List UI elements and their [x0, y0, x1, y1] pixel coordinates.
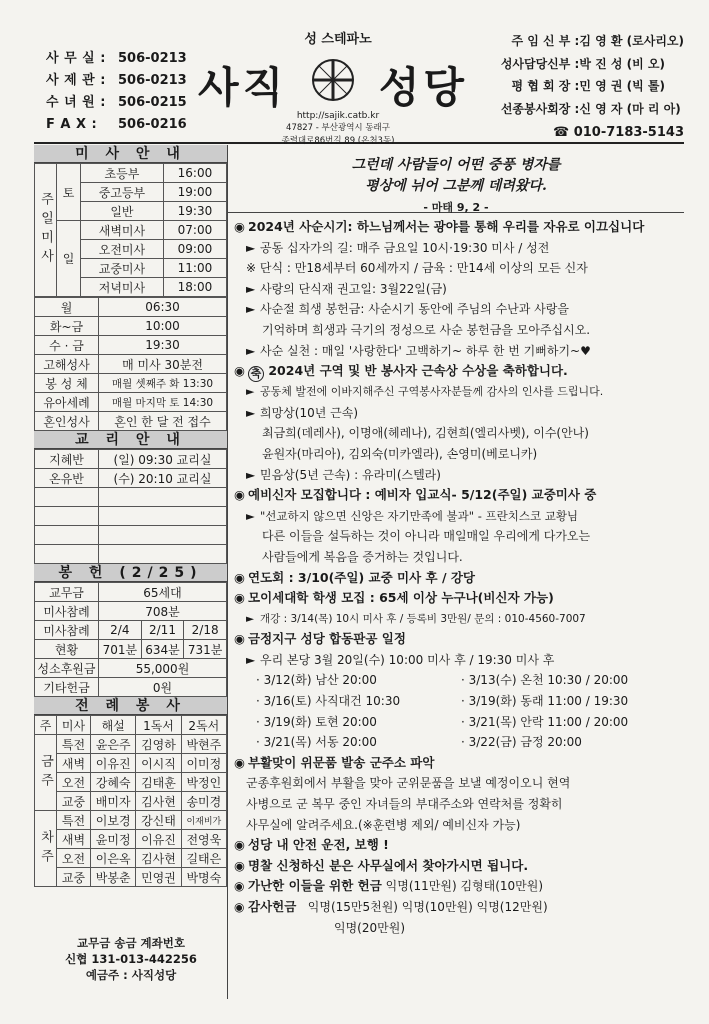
liturgy-cell: 이유진 — [136, 830, 181, 849]
triangle-bullet-icon: ► — [246, 508, 255, 523]
scripture-quote — [228, 145, 684, 213]
contact-office: 사 무 실 : 506-0213 — [46, 51, 187, 66]
list-item: ► 사순 실천 : 매일 '사랑한다' 고백하기~ 하루 한 번 기뻐하기~♥ — [234, 341, 684, 362]
attendance-label: 미사참례 — [35, 621, 99, 640]
circle-bullet-icon: ◉ — [234, 900, 245, 914]
weekday: 수 · 금 — [35, 336, 99, 355]
list-item: 윤원자(마리아), 김외숙(미카엘라), 손영미(베로니카) — [262, 446, 538, 461]
offering-name: 미사참례 — [35, 602, 99, 621]
list-item: 최금희(데레사), 이명애(헤레나), 김현희(엘리사벳), 이수(안나) — [262, 426, 589, 441]
church-address-2: 종렬대로86번길 89 (온천3동) — [281, 136, 395, 146]
cross-emblem-icon — [310, 57, 356, 103]
attendance-count: 634분 — [141, 640, 184, 659]
liturgy-cell: 이재비가 — [181, 811, 226, 830]
bulletin-header — [34, 18, 684, 144]
offering-name: 교무금 — [35, 583, 99, 602]
mass-time: 18:00 — [163, 278, 226, 297]
weekday-time: 10:00 — [99, 317, 227, 336]
liturgy-cell: 전영욱 — [181, 830, 226, 849]
schedule-cell: · 3/16(토) 사직대건 10:30 — [256, 694, 401, 709]
mass-section-title: 미 사 안 내 — [34, 145, 227, 163]
account-holder: 예금주 : 사직성당 — [85, 968, 177, 982]
church-subtitle: 성 스테파노 — [304, 32, 372, 47]
mass-name: 저녁미사 — [81, 278, 164, 297]
triangle-bullet-icon: ► — [246, 405, 256, 420]
mass-schedule-table — [34, 163, 227, 297]
list-item: 익명(20만원) — [334, 920, 406, 935]
liturgy-cell: 이시직 — [136, 754, 181, 773]
liturgy-cell: 교중 — [57, 792, 91, 811]
announcement-senior-college: ◉ 모이세대학 학생 모집 : 65세 이상 누구나(비신자 가능) — [234, 588, 684, 609]
schedule-cell: · 3/13(수) 온천 10:30 / 20:00 — [461, 673, 629, 688]
list-item: ► 사순절 희생 봉헌금: 사순시기 동안에 주님의 수난과 사랑을 — [234, 299, 684, 320]
liturgy-table — [34, 715, 227, 887]
mass-name: 초등부 — [81, 164, 164, 183]
quote-reference: - 마태 9, 2 - — [423, 201, 489, 214]
liturgy-cell: 강신태 — [136, 811, 181, 830]
liturgy-header: 2독서 — [181, 716, 226, 735]
triangle-bullet-icon: ► — [246, 467, 256, 482]
phone-number: ☎ 010-7183-5143 — [552, 125, 684, 140]
announcements — [228, 213, 684, 938]
contact-rectory: 사 제 관 : 506-0213 — [46, 73, 187, 88]
saturday-label: 토 — [57, 164, 81, 221]
triangle-bullet-icon: ► — [246, 302, 256, 317]
catechism-section-title: 교 리 안 내 — [34, 431, 227, 449]
announcement-safety: ◉ 성당 내 안전 운전, 보행 ! — [234, 835, 684, 856]
liturgy-cell: 이은옥 — [91, 849, 136, 868]
liturgy-cell: 송미경 — [181, 792, 226, 811]
circle-bullet-icon: ◉ — [234, 219, 245, 234]
mass-time: 19:30 — [163, 202, 226, 221]
schedule-row — [234, 670, 684, 691]
list-item: 사무실에 알려주세요.(※훈련병 제외/ 예비신자 가능) — [246, 817, 521, 832]
schedule-cell: · 3/19(화) 동래 11:00 / 19:30 — [461, 694, 629, 709]
circle-bullet-icon: ◉ — [234, 857, 245, 873]
mass-time: 09:00 — [163, 240, 226, 259]
sacrament-value: 매월 마지막 토 14:30 — [99, 393, 227, 412]
circle-bullet-icon: ◉ — [234, 363, 245, 379]
circle-bullet-icon: ◉ — [234, 569, 245, 585]
list-item: ► 개강 : 3/14(목) 10시 미사 후 / 등록비 3만원/ 문의 : 010-4560-7007 — [234, 609, 684, 630]
church-url[interactable]: http://sajik.catb.kr — [296, 111, 380, 121]
schedule-cell: · 3/19(화) 토현 20:00 — [256, 714, 377, 729]
list-item: 기억하며 희생과 극기의 정성으로 사순 봉헌금을 모아주십시오. — [262, 322, 591, 337]
circle-bullet-icon: ◉ — [234, 631, 245, 647]
contact-list — [46, 48, 187, 136]
contact-fax: F A X : 506-0216 — [46, 117, 187, 132]
liturgy-header: 미사 — [57, 716, 91, 735]
weekday: 화~금 — [35, 317, 99, 336]
schedule-row — [234, 712, 684, 733]
liturgy-cell: 오전 — [57, 773, 91, 792]
mass-time: 11:00 — [163, 259, 226, 278]
liturgy-header: 해설 — [91, 716, 136, 735]
liturgy-cell: 강혜숙 — [91, 773, 136, 792]
circle-bullet-icon: ◉ — [234, 590, 245, 606]
triangle-bullet-icon: ► — [246, 385, 255, 399]
announcement-award: ◉ 축 2024년 구역 및 반 봉사자 근속상 수상을 축하합니다. — [234, 363, 568, 381]
liturgy-cell: 특전 — [57, 735, 91, 754]
sacrament-value: 혼인 한 달 전 접수 — [99, 412, 227, 431]
account-number: 신협 131-013-442256 — [65, 952, 197, 966]
list-item: ► 희망상(10년 근속) — [234, 403, 684, 424]
attendance-date: 2/18 — [184, 621, 227, 640]
liturgy-cell: 이보경 — [91, 811, 136, 830]
clergy-council-president: 평 협 회 장 :민 영 권 (빅 톨) — [511, 79, 665, 93]
circle-bullet-icon: ◉ — [234, 837, 245, 853]
liturgy-cell: 박명숙 — [181, 868, 226, 887]
schedule-cell: · 3/12(화) 남산 20:00 — [256, 673, 377, 688]
circle-bullet-icon: ◉ — [234, 879, 245, 894]
class-name: 지혜반 — [35, 450, 99, 469]
liturgy-cell: 윤미정 — [91, 830, 136, 849]
weekday-mass-table — [34, 297, 227, 431]
liturgy-cell: 배미자 — [91, 792, 136, 811]
liturgy-cell: 특전 — [57, 811, 91, 830]
class-time: (수) 20:10 교리실 — [99, 469, 227, 488]
list-item: ► 사랑의 단식재 권고일: 3월22일(금) — [234, 279, 684, 300]
liturgy-cell: 박정인 — [181, 773, 226, 792]
offering-name: 성소후원금 — [35, 659, 99, 678]
triangle-bullet-icon: ► — [246, 240, 256, 255]
mass-time: 19:00 — [163, 183, 226, 202]
list-item: ※ 단식 : 만18세부터 60세까지 / 금육 : 만14세 이상의 모든 신자 — [246, 261, 588, 276]
attendance-count: 701분 — [99, 640, 142, 659]
liturgy-cell: 박현주 — [181, 735, 226, 754]
clergy-list — [495, 30, 684, 145]
list-item: ► 공동 십자가의 길: 매주 금요일 10시·19:30 미사 / 성전 — [234, 238, 684, 259]
liturgy-cell: 김영하 — [136, 735, 181, 754]
list-item: ► 믿음상(5년 근속) : 유라미(스텔라) — [234, 465, 684, 486]
list-item: ► 우리 본당 3월 20일(수) 10:00 미사 후 / 19:30 미사 후 — [234, 650, 684, 671]
clergy-pastor: 주 임 신 부 :김 영 환 (로사리오) — [511, 34, 684, 48]
mass-name: 교중미사 — [81, 259, 164, 278]
class-name: 온유반 — [35, 469, 99, 488]
announcement-name-cards: ◉ 명찰 신청하신 분은 사무실에서 찾아가시면 됩니다. — [234, 856, 684, 877]
announcement-catechumen: ◉ 예비신자 모집합니다 : 예비자 입교식- 5/12(주일) 교중미사 중 — [234, 485, 684, 506]
left-column — [34, 145, 228, 999]
mass-time: 07:00 — [163, 221, 226, 240]
church-name — [198, 55, 478, 111]
mass-name: 새벽미사 — [81, 221, 164, 240]
list-item: ► "선교하지 않으면 신앙은 자기만족에 불과" - 프란치스코 교황님 — [234, 506, 684, 527]
weekday: 월 — [35, 298, 99, 317]
offering-name: 기타헌금 — [35, 678, 99, 697]
liturgy-cell: 새벽 — [57, 830, 91, 849]
list-item: 군종후원회에서 부활을 맞아 군위문품을 보낼 예정이오니 현역 — [246, 776, 571, 791]
liturgy-cell: 이미정 — [181, 754, 226, 773]
triangle-bullet-icon: ► — [246, 612, 255, 625]
list-item: ► 공동체 발전에 이바지해주신 구역봉사자분들께 감사의 인사를 드립니다. — [234, 382, 684, 403]
attendance-label: 현황 — [35, 640, 99, 659]
liturgy-cell: 김태훈 — [136, 773, 181, 792]
weekday-time: 19:30 — [99, 336, 227, 355]
next-week-label: 차주 — [35, 811, 57, 887]
schedule-cell: · 3/21(목) 안락 11:00 / 20:00 — [461, 714, 629, 729]
clergy-sacrament-priest: 성사담당신부 :박 진 성 (비 오) — [500, 56, 665, 71]
schedule-cell: · 3/22(금) 금정 20:00 — [461, 735, 582, 750]
circle-bullet-icon: ◉ — [234, 487, 245, 503]
sacrament-name: 봉 성 체 — [35, 374, 99, 393]
liturgy-cell: 길태은 — [181, 849, 226, 868]
offering-value: 65세대 — [99, 583, 227, 602]
celebration-icon: 축 — [248, 366, 264, 382]
announcement-confession: ◉ 금정지구 성당 합동판공 일정 — [234, 629, 684, 650]
liturgy-cell: 박봉춘 — [91, 868, 136, 887]
mass-name: 오전미사 — [81, 240, 164, 259]
sacrament-name: 고해성사 — [35, 355, 99, 374]
sacrament-name: 유아세례 — [35, 393, 99, 412]
liturgy-cell: 민영권 — [136, 868, 181, 887]
offering-value: 708분 — [99, 602, 227, 621]
account-info — [34, 935, 228, 983]
sunday-label: 일 — [57, 221, 81, 297]
class-time: (일) 09:30 교리실 — [99, 450, 227, 469]
liturgy-cell: 오전 — [57, 849, 91, 868]
liturgy-cell: 김사현 — [136, 849, 181, 868]
offering-table — [34, 582, 227, 697]
triangle-bullet-icon: ► — [246, 281, 256, 296]
schedule-row — [234, 691, 684, 712]
sacrament-value: 매월 셋째주 화 13:30 — [99, 374, 227, 393]
right-column — [228, 145, 684, 999]
offering-value: 0원 — [99, 678, 227, 697]
offering-section-title: 봉 헌 (2/25) — [34, 564, 227, 582]
this-week-label: 금주 — [35, 735, 57, 811]
liturgy-cell: 김사현 — [136, 792, 181, 811]
church-name-right: 성당 — [378, 63, 468, 112]
triangle-bullet-icon: ► — [246, 343, 256, 358]
mass-time: 16:00 — [163, 164, 226, 183]
announcement-easter: ◉ 부활맞이 위문품 발송 군주소 파악 — [234, 753, 684, 774]
announcement-poor-offering: ◉ 가난한 이들을 위한 헌금 익명(11만원) 김형태(10만원) — [234, 876, 684, 897]
church-address-1: 47827 - 부산광역시 동래구 — [286, 123, 390, 133]
attendance-count: 731분 — [184, 640, 227, 659]
weekday-time: 06:30 — [99, 298, 227, 317]
liturgy-header: 주 — [35, 716, 57, 735]
liturgy-cell: 교중 — [57, 868, 91, 887]
schedule-row — [234, 732, 684, 753]
account-title: 교무금 송금 계좌번호 — [77, 936, 185, 950]
attendance-date: 2/4 — [99, 621, 142, 640]
list-item: 다른 이들을 설득하는 것이 아니라 매일매일 우리에게 다가오는 — [262, 529, 591, 544]
church-title-block — [198, 18, 478, 144]
liturgy-header: 1독서 — [136, 716, 181, 735]
circle-bullet-icon: ◉ — [234, 754, 245, 770]
contact-convent: 수 녀 원 : 506-0215 — [46, 95, 187, 110]
sunday-mass-label: 주일미사 — [35, 164, 57, 297]
list-item: 사람들에게 복음을 증거하는 것입니다. — [262, 549, 463, 564]
mass-name: 일반 — [81, 202, 164, 221]
sacrament-value: 매 미사 30분전 — [99, 355, 227, 374]
clergy-funeral-president: 선종봉사회장 :신 영 자 (마 리 아) — [500, 101, 681, 116]
list-item: 사병으로 군 복무 중인 자녀들의 부대주소와 연락처를 정확히 — [246, 797, 563, 812]
quote-line-2: 평상에 뉘어 그분께 데려왔다. — [365, 178, 547, 194]
attendance-date: 2/11 — [141, 621, 184, 640]
sacrament-name: 혼인성사 — [35, 412, 99, 431]
announcement-banquet: ◉ 연도회 : 3/10(주일) 교중 미사 후 / 강당 — [234, 568, 684, 589]
mass-name: 중고등부 — [81, 183, 164, 202]
quote-line-1: 그런데 사람들이 어떤 중풍 병자를 — [351, 157, 561, 173]
triangle-bullet-icon: ► — [246, 652, 256, 667]
announcement-lent: ◉ 2024년 사순시기: 하느님께서는 광야를 통해 우리를 자유로 이끄십니다 — [234, 217, 684, 238]
liturgy-cell: 새벽 — [57, 754, 91, 773]
liturgy-section-title: 전 례 봉 사 — [34, 697, 227, 715]
announcement-thanks-offering: ◉ 감사헌금 익명(15만5천원) 익명(10만원) 익명(12만원) — [234, 897, 684, 918]
catechism-table — [34, 449, 227, 564]
schedule-cell: · 3/21(목) 서동 20:00 — [256, 735, 377, 750]
liturgy-cell: 이유진 — [91, 754, 136, 773]
liturgy-cell: 윤은주 — [91, 735, 136, 754]
offering-value: 55,000원 — [99, 659, 227, 678]
church-name-left: 사직 — [198, 63, 288, 112]
